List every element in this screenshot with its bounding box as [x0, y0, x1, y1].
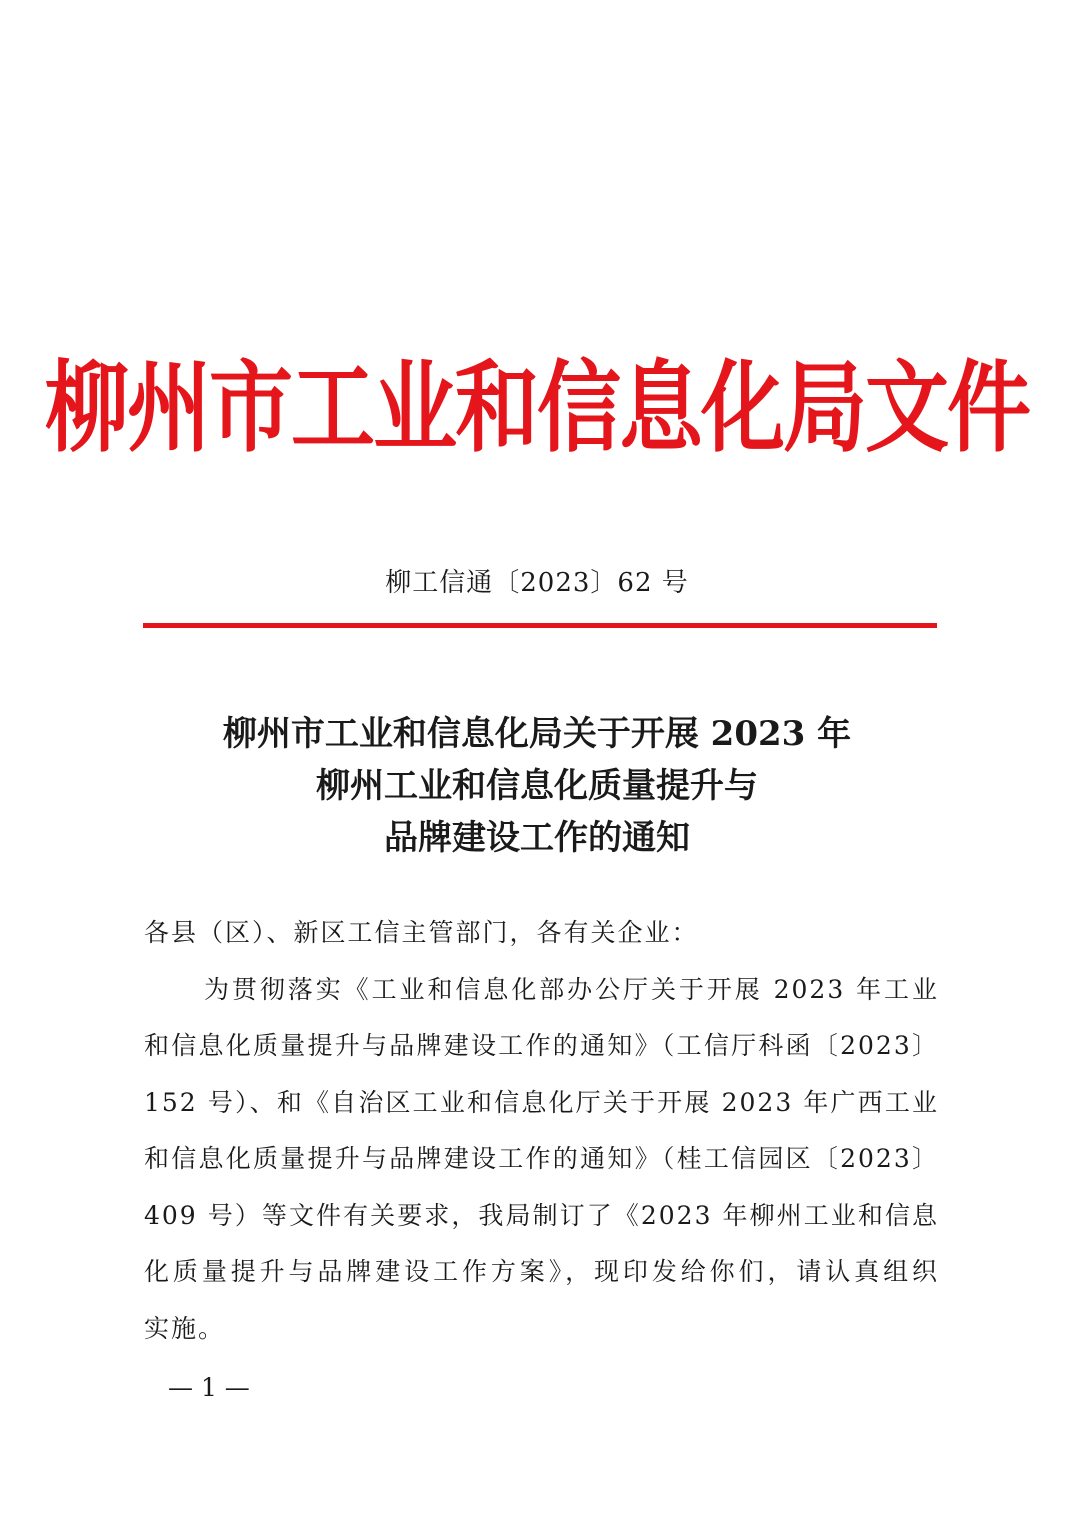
- notice-title: [100, 708, 974, 864]
- title-line-1: 柳州市工业和信息化局关于开展 2023 年: [222, 714, 852, 754]
- title-line-3: 品牌建设工作的通知: [384, 818, 690, 858]
- notice-body: [144, 905, 939, 1357]
- paragraph-line-1: 为贯彻落实《工业和信息化部办公厅关于开展 2023 年工业: [204, 974, 939, 1004]
- masthead-title: 柳州市工业和信息化局文件: [44, 350, 1029, 466]
- paragraph-line-4: 和信息化质量提升与品牌建设工作的通知》（桂工信园区〔2023〕: [144, 1144, 939, 1173]
- document-number: 柳工信通〔2023〕62 号: [385, 568, 689, 598]
- page-number: — 1 —: [168, 1373, 250, 1402]
- red-divider-rule: [143, 623, 937, 628]
- title-line-2: 柳州工业和信息化质量提升与: [316, 766, 758, 806]
- paragraph-line-2: 和信息化质量提升与品牌建设工作的通知》（工信厅科函〔2023〕: [144, 1031, 939, 1060]
- paragraph-line-6: 化质量提升与品牌建设工作方案》，现印发给你们，请认真组织: [144, 1257, 939, 1286]
- paragraph-line-7: 实施。: [144, 1313, 226, 1343]
- salutation: 各县（区）、新区工信主管部门，各有关企业：: [144, 918, 699, 947]
- paragraph-line-3: 152 号）、和《自治区工业和信息化厅关于开展 2023 年广西工业: [144, 1087, 939, 1117]
- paragraph-line-5: 409 号）等文件有关要求，我局制订了《2023 年柳州工业和信息: [144, 1200, 939, 1230]
